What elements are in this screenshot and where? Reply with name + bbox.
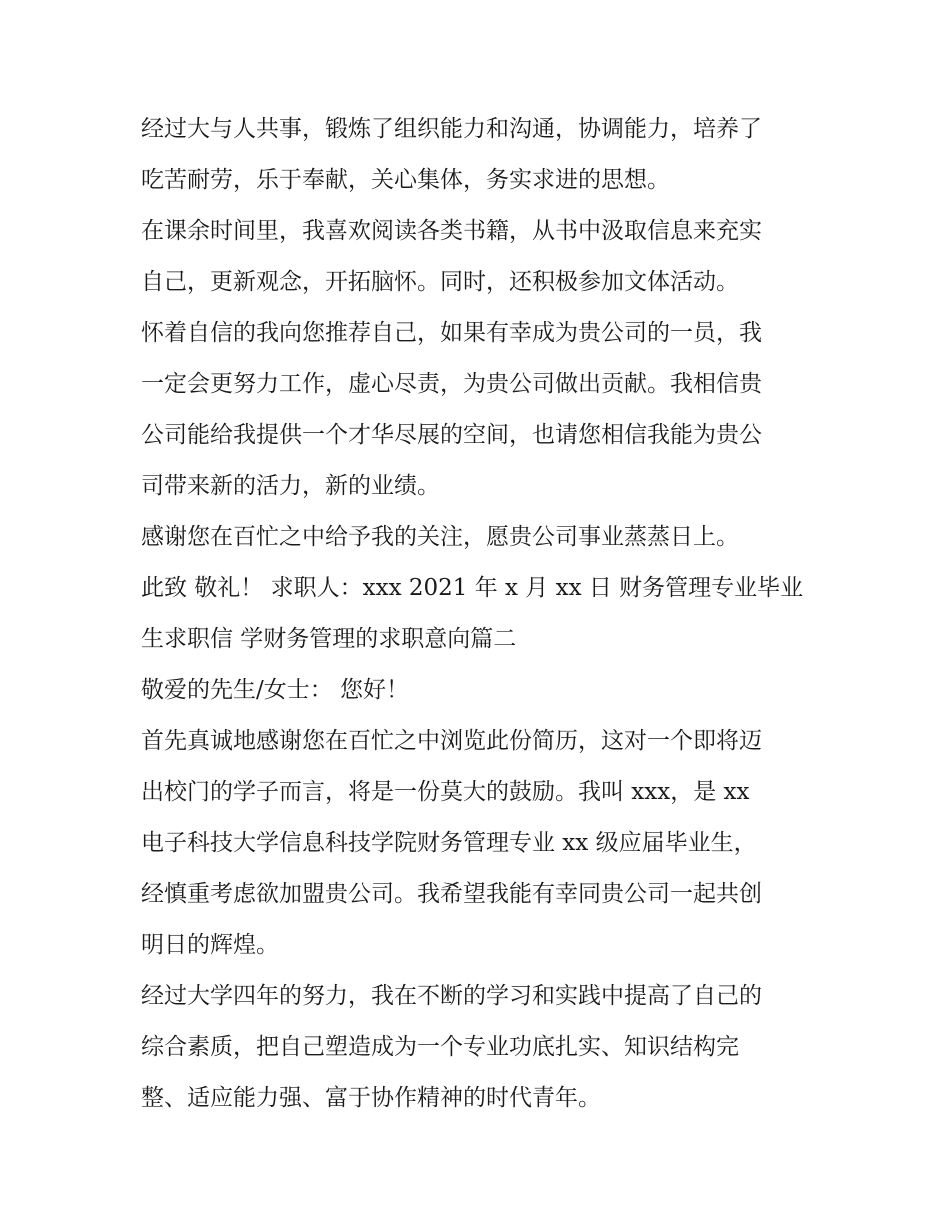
text-line: 综合素质，把自己塑造成为一个专业功底扎实、知识结构完 bbox=[141, 1034, 739, 1060]
text-line: 在课余时间里，我喜欢阅读各类书籍，从书中汲取信息来充实 bbox=[141, 218, 762, 244]
text-line: 生求职信 学财务管理的求职意向篇二 bbox=[141, 626, 517, 652]
document-body bbox=[141, 104, 821, 1124]
text-line: 此致 敬礼！ 求职人：xxx 2021 年 x 月 xx 日 财务管理专业毕业 bbox=[141, 575, 804, 601]
text-line: 首先真诚地感谢您在百忙之中浏览此份简历，这对一个即将迈 bbox=[141, 728, 762, 754]
text-line: 一定会更努力工作，虚心尽责，为贵公司做出贡献。我相信贵 bbox=[141, 371, 762, 397]
text-line: 自己，更新观念，开拓脑怀。同时，还积极参加文体活动。 bbox=[141, 269, 739, 295]
text-line: 电子科技大学信息科技学院财务管理专业 xx 级应届毕业生， bbox=[141, 830, 757, 856]
text-line: 整、适应能力强、富于协作精神的时代青年。 bbox=[141, 1085, 601, 1111]
text-line: 出校门的学子而言，将是一份莫大的鼓励。我叫 xxx，是 xx bbox=[141, 779, 750, 805]
text-line: 感谢您在百忙之中给予我的关注，愿贵公司事业蒸蒸日上。 bbox=[141, 524, 739, 550]
text-line: 经过大学四年的努力，我在不断的学习和实践中提高了自己的 bbox=[141, 983, 762, 1009]
text-line: 司带来新的活力，新的业绩。 bbox=[141, 473, 440, 499]
text-line: 经过大与人共事，锻炼了组织能力和沟通，协调能力，培养了 bbox=[141, 116, 762, 142]
text-line: 敬爱的先生/女士： 您好！ bbox=[141, 677, 410, 703]
text-line: 公司能给我提供一个才华尽展的空间，也请您相信我能为贵公 bbox=[141, 422, 762, 448]
text-line: 经慎重考虑欲加盟贵公司。我希望我能有幸同贵公司一起共创 bbox=[141, 881, 762, 907]
text-line: 怀着自信的我向您推荐自己，如果有幸成为贵公司的一员，我 bbox=[141, 320, 762, 346]
text-line: 吃苦耐劳，乐于奉献，关心集体，务实求进的思想。 bbox=[141, 167, 670, 193]
text-line: 明日的辉煌。 bbox=[141, 932, 279, 958]
